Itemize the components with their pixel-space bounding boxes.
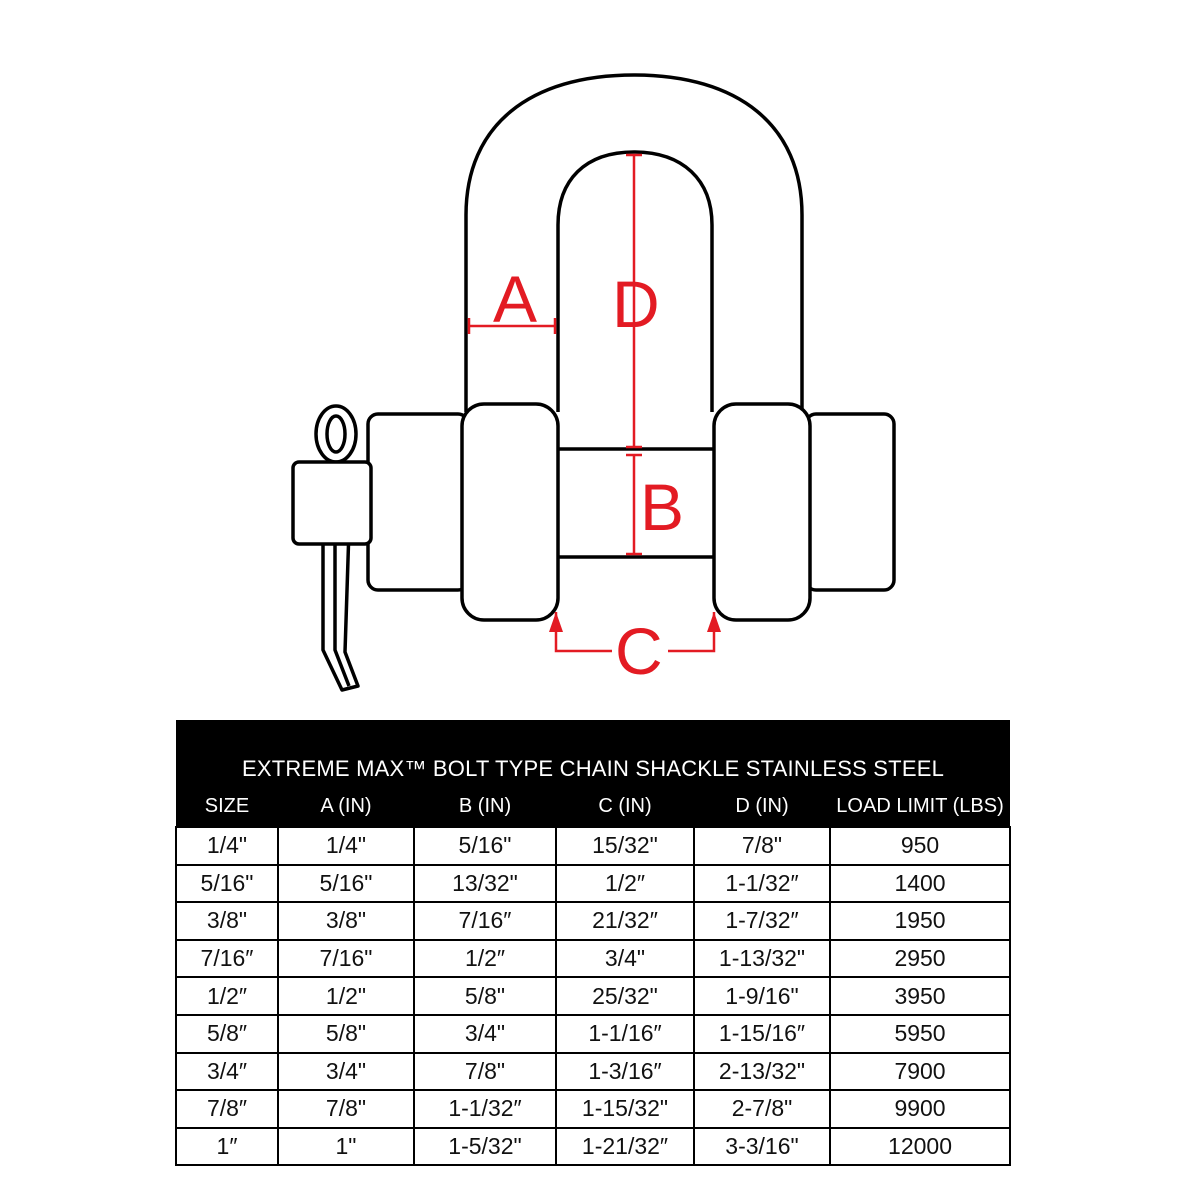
shackle-ear-right <box>714 404 810 620</box>
table-cell: 1-3/16″ <box>556 1053 694 1091</box>
table-cell: 1/2″ <box>176 977 278 1015</box>
table-cell: 21/32″ <box>556 902 694 940</box>
table-row <box>176 902 1010 940</box>
table-cell: 7900 <box>830 1053 1010 1091</box>
dimension-label-c: C <box>615 614 663 688</box>
table-cell: 1-21/32″ <box>556 1128 694 1166</box>
table-cell: 7/8" <box>694 827 830 865</box>
bolt-nut <box>806 414 894 590</box>
table-cell: 1-9/16" <box>694 977 830 1015</box>
column-header: LOAD LIMIT (LBS) <box>830 786 1010 827</box>
dimension-label-b: B <box>640 470 685 544</box>
table-header-row <box>176 786 1010 827</box>
table-title-row <box>176 720 1010 786</box>
table-row <box>176 1090 1010 1128</box>
table-cell: 5/8" <box>414 977 556 1015</box>
table-cell: 1/2″ <box>414 940 556 978</box>
table-cell: 2-7/8" <box>694 1090 830 1128</box>
table-title: EXTREME MAX™ BOLT TYPE CHAIN SHACKLE STAINLESS STEEL <box>176 720 1010 786</box>
table-row <box>176 1128 1010 1166</box>
table-cell: 1-13/32" <box>694 940 830 978</box>
column-header: B (IN) <box>414 786 556 827</box>
table-cell: 5950 <box>830 1015 1010 1053</box>
table-body <box>176 827 1010 1165</box>
table-cell: 1/4" <box>176 827 278 865</box>
table-cell: 5/8″ <box>176 1015 278 1053</box>
table-row <box>176 865 1010 903</box>
table-cell: 1-1/32″ <box>414 1090 556 1128</box>
bolt-head <box>368 414 468 590</box>
table-cell: 9900 <box>830 1090 1010 1128</box>
column-header: SIZE <box>176 786 278 827</box>
column-header: C (IN) <box>556 786 694 827</box>
table-cell: 1″ <box>176 1128 278 1166</box>
table-cell: 7/8" <box>278 1090 414 1128</box>
table-cell: 1-15/16″ <box>694 1015 830 1053</box>
table-cell: 7/16″ <box>414 902 556 940</box>
table-cell: 1-15/32" <box>556 1090 694 1128</box>
table-row <box>176 1015 1010 1053</box>
table-cell: 3/4" <box>556 940 694 978</box>
table-cell: 3950 <box>830 977 1010 1015</box>
table-cell: 3/4" <box>278 1053 414 1091</box>
table-cell: 25/32" <box>556 977 694 1015</box>
shackle-ear-left <box>462 404 558 620</box>
table-row <box>176 827 1010 865</box>
cotter-pin-eye-inner <box>327 416 345 452</box>
table-cell: 13/32" <box>414 865 556 903</box>
table-row <box>176 977 1010 1015</box>
table-cell: 1950 <box>830 902 1010 940</box>
table-cell: 1-1/16″ <box>556 1015 694 1053</box>
table-cell: 5/16" <box>278 865 414 903</box>
table-cell: 1/2" <box>278 977 414 1015</box>
table-cell: 3/8" <box>176 902 278 940</box>
table-cell: 7/16" <box>278 940 414 978</box>
table-cell: 7/8" <box>414 1053 556 1091</box>
dimension-label-a: A <box>493 262 538 336</box>
table-row <box>176 940 1010 978</box>
table-cell: 5/16" <box>176 865 278 903</box>
table-cell: 2950 <box>830 940 1010 978</box>
table-cell: 7/8″ <box>176 1090 278 1128</box>
table-cell: 950 <box>830 827 1010 865</box>
table-cell: 5/8" <box>278 1015 414 1053</box>
table-cell: 1/4" <box>278 827 414 865</box>
table-cell: 12000 <box>830 1128 1010 1166</box>
table-cell: 3/8" <box>278 902 414 940</box>
table-cell: 1" <box>278 1128 414 1166</box>
table-cell: 3-3/16" <box>694 1128 830 1166</box>
table-cell: 2-13/32" <box>694 1053 830 1091</box>
table-cell: 1400 <box>830 865 1010 903</box>
table-cell: 7/16″ <box>176 940 278 978</box>
column-header: A (IN) <box>278 786 414 827</box>
table-cell: 1-7/32″ <box>694 902 830 940</box>
table-cell: 1/2″ <box>556 865 694 903</box>
table-cell: 3/4" <box>414 1015 556 1053</box>
table-cell: 1-5/32" <box>414 1128 556 1166</box>
table-cell: 5/16" <box>414 827 556 865</box>
table-row <box>176 1053 1010 1091</box>
table-cell: 15/32" <box>556 827 694 865</box>
dimension-label-d: D <box>612 267 660 341</box>
bolt-end <box>293 462 371 544</box>
shackle-outline <box>293 75 894 690</box>
table-cell: 3/4″ <box>176 1053 278 1091</box>
column-header: D (IN) <box>694 786 830 827</box>
table-cell: 1-1/32″ <box>694 865 830 903</box>
spec-table <box>175 720 1011 1166</box>
